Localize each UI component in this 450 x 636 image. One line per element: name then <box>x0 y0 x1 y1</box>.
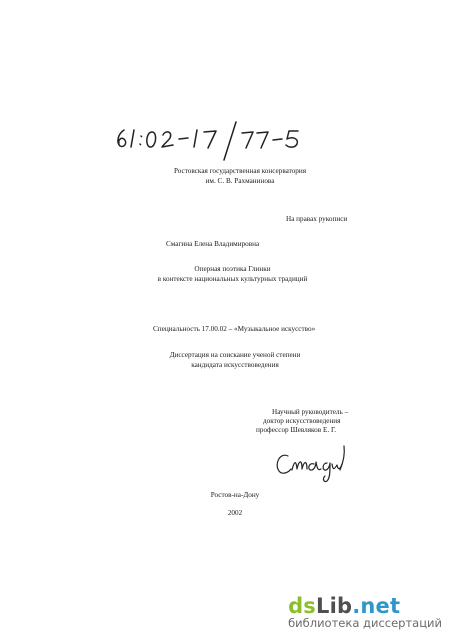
degree-line-2: кандидата искусствоведения <box>191 361 279 369</box>
logo-part-lib: Lib <box>316 594 353 618</box>
author-signature <box>272 440 352 484</box>
logo-part-ds: ds <box>288 594 317 618</box>
year: 2002 <box>227 509 243 517</box>
title-line-2: в контексте национальных культурных традиций <box>157 275 308 283</box>
dslib-logo <box>288 595 442 617</box>
institution-line-1: Ростовская государственная консерватория <box>173 167 307 175</box>
title-line-1: Оперная поэтика Глинки <box>194 265 271 273</box>
specialty: Специальность 17.00.02 – «Музыкальное искусство» <box>153 325 316 333</box>
handwritten-catalog-code <box>112 110 312 170</box>
author-name: Смагина Елена Владимировна <box>166 240 260 248</box>
dslib-watermark <box>288 595 442 630</box>
city: Ростов-на-Дону <box>210 491 260 499</box>
supervisor-line-3: профессор Шевляков Е. Г. <box>256 426 337 434</box>
institution-line-2: им. С. В. Рахманинова <box>205 177 275 185</box>
logo-part-net: .net <box>352 594 401 618</box>
watermark-subtitle: библиотека диссертаций <box>288 616 442 630</box>
supervisor-line-1: Научный руководитель – <box>272 408 349 416</box>
supervisor-line-2: доктор искусствоведения <box>263 417 341 425</box>
degree-line-1: Диссертация на соискание ученой степени <box>169 351 301 359</box>
manuscript-note: На правах рукописи <box>286 215 348 223</box>
